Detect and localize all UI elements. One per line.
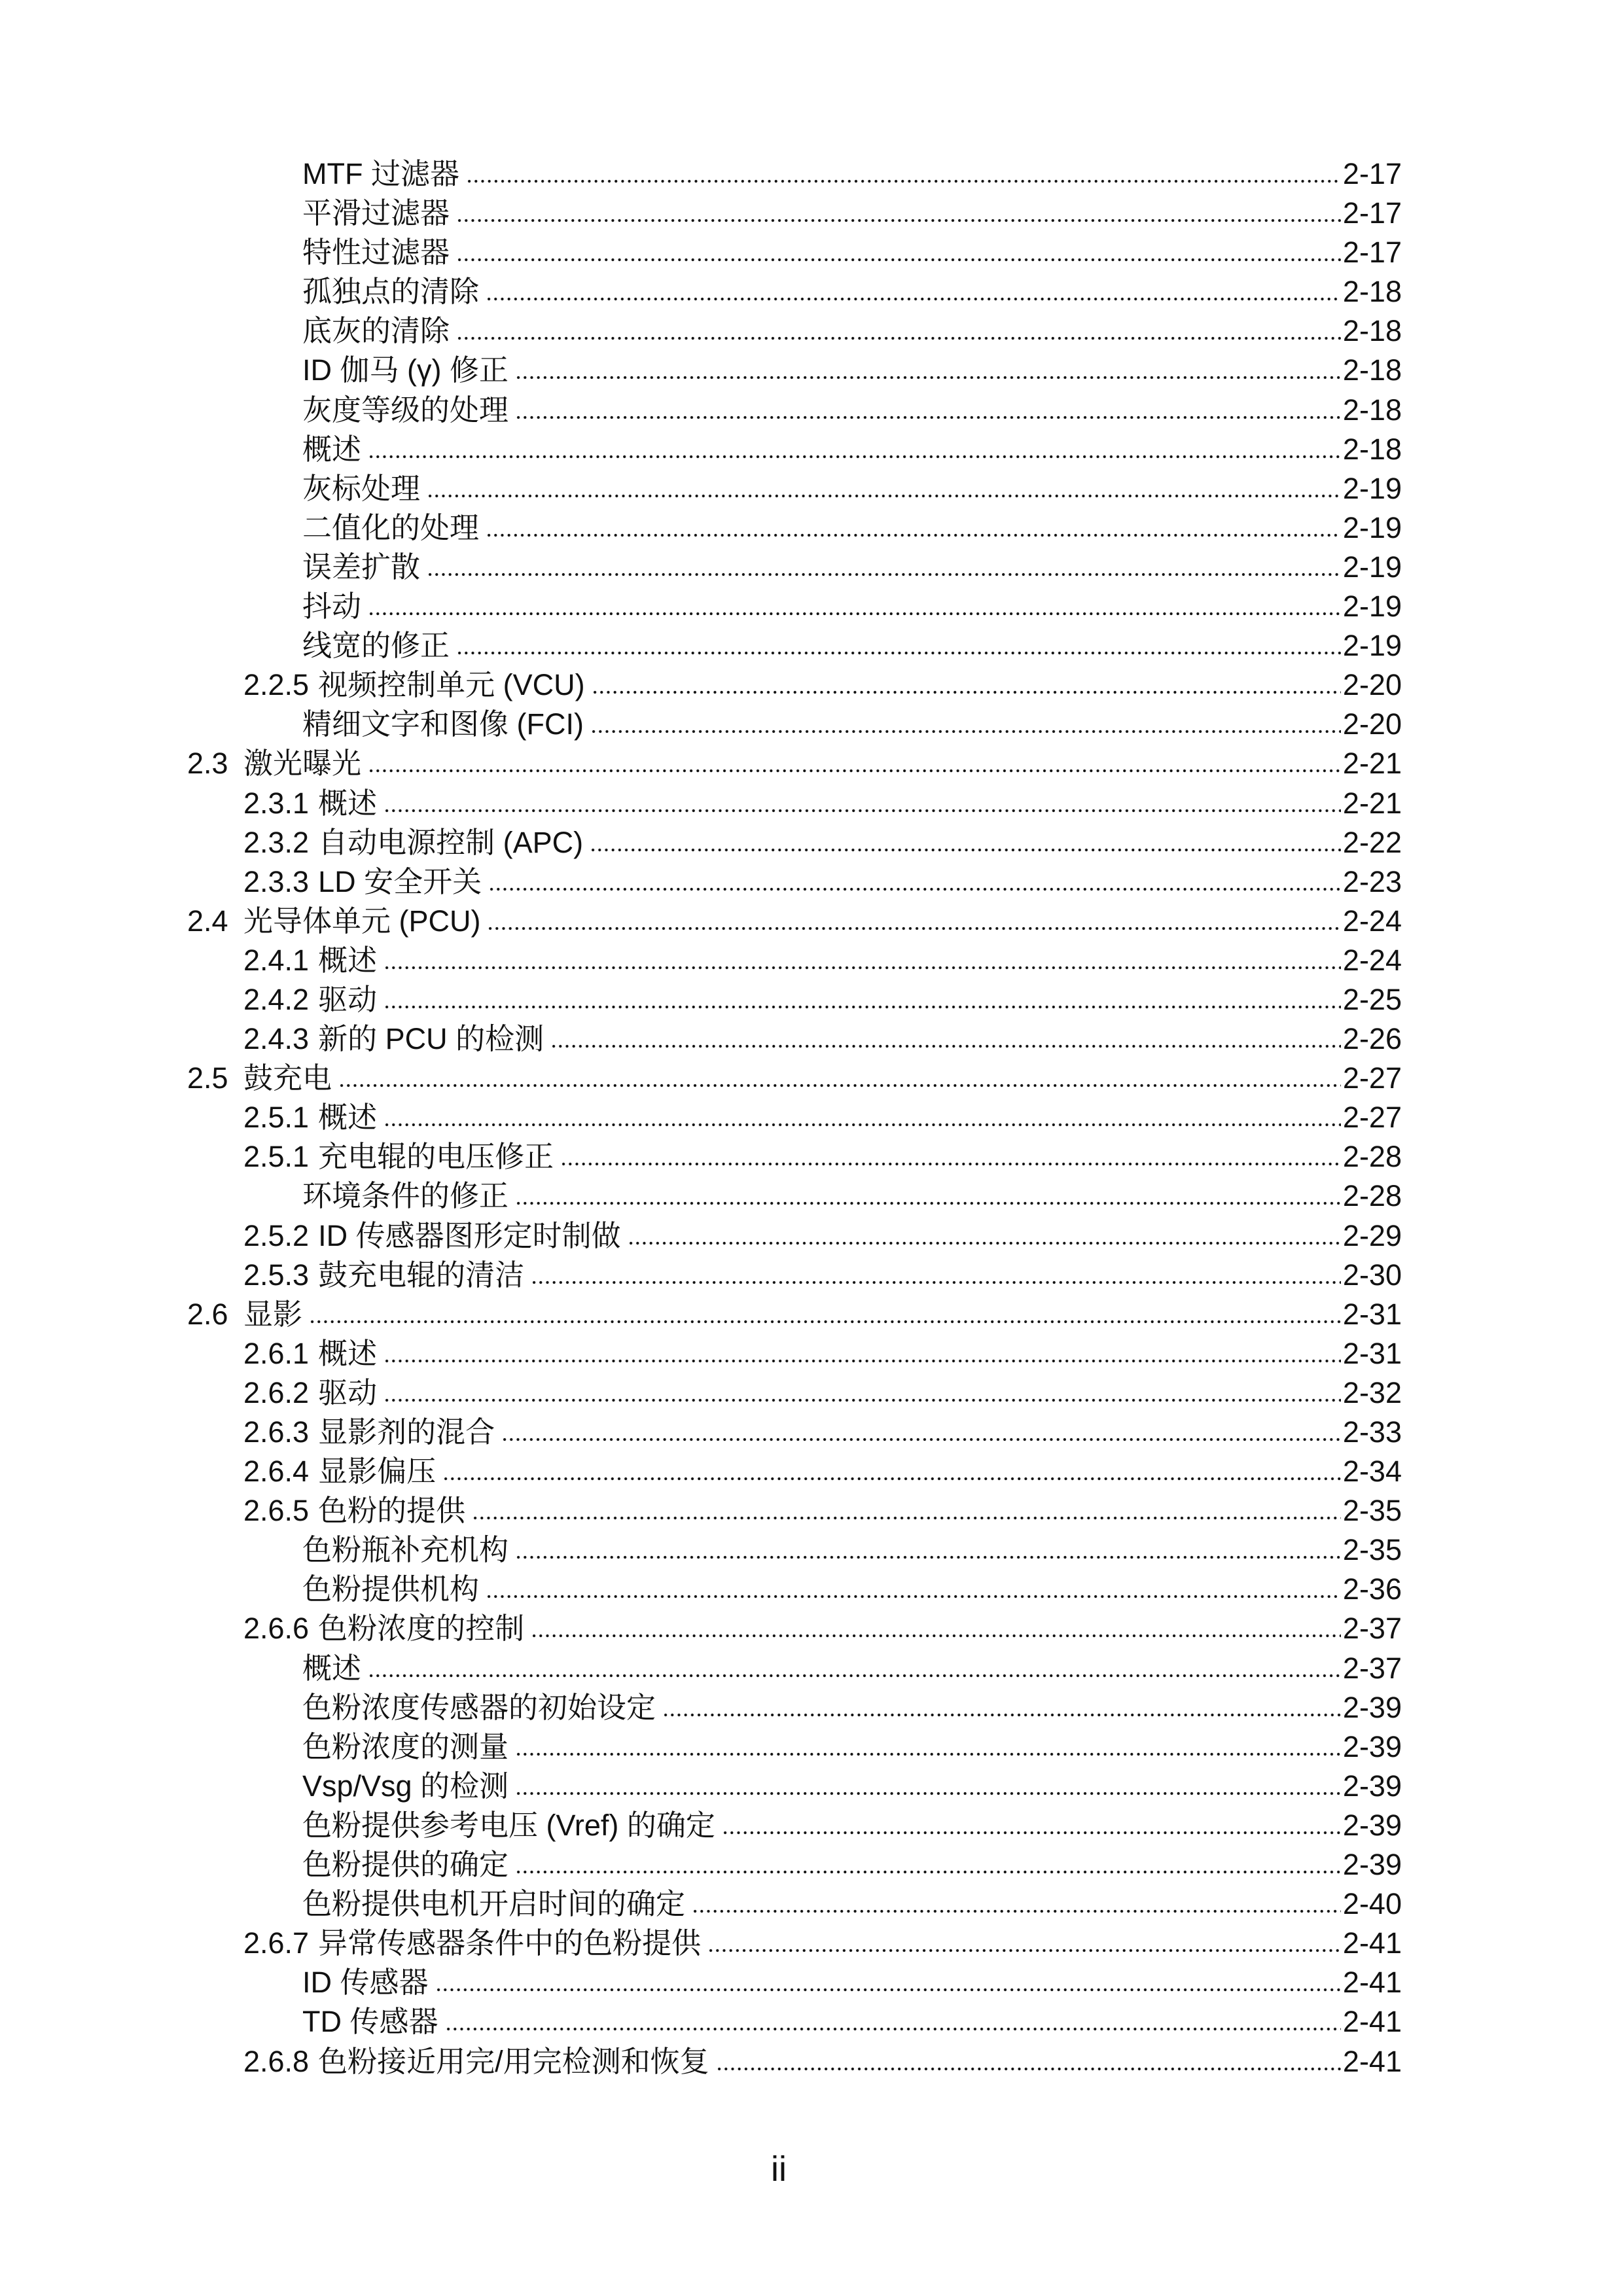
toc-entry (0, 1256, 1402, 1295)
dot-leader (486, 296, 1341, 302)
toc-entry (0, 548, 1402, 587)
dot-leader (456, 336, 1341, 341)
toc-entry (0, 862, 1402, 902)
page-reference: 2-31 (1342, 1297, 1402, 1331)
section-title: 色粉提供参考电压 (Vref) 的确定 (302, 1808, 715, 1842)
section-title: 鼓充电辊的清洁 (318, 1258, 525, 1292)
section-title: 色粉提供机构 (302, 1572, 480, 1606)
section-number: 2.5.1 (243, 1140, 310, 1174)
toc-entry (0, 1452, 1402, 1491)
section-title: 概述 (318, 1336, 378, 1370)
dot-leader (488, 887, 1341, 892)
dot-leader (486, 533, 1341, 538)
toc-entry (0, 1334, 1402, 1373)
section-number: 2.6.5 (243, 1494, 310, 1528)
dot-leader (560, 1161, 1341, 1167)
dot-leader (716, 2066, 1341, 2072)
section-title: 底灰的清除 (302, 314, 450, 348)
section-title: 特性过滤器 (302, 236, 450, 270)
dot-leader (487, 926, 1340, 931)
section-number: 2.4.2 (243, 982, 310, 1016)
dot-leader (456, 257, 1341, 262)
page-reference: 2-18 (1342, 275, 1402, 309)
page-reference: 2-33 (1342, 1415, 1402, 1449)
section-title: 色粉接近用完/用完检测和恢复 (318, 2044, 709, 2078)
section-title: 显影剂的混合 (318, 1415, 495, 1449)
section-number: 2.4.1 (243, 943, 310, 977)
toc-entry (0, 980, 1402, 1019)
toc-entry (0, 1216, 1402, 1256)
toc-entry (0, 1884, 1402, 1924)
toc-entry (0, 1413, 1402, 1452)
page-reference: 2-31 (1342, 1336, 1402, 1370)
section-title: 二值化的处理 (302, 510, 480, 544)
section-title: 色粉的提供 (318, 1494, 466, 1528)
page-reference: 2-18 (1342, 314, 1402, 348)
page-reference: 2-19 (1342, 629, 1402, 663)
section-number: 2.4 (187, 904, 228, 938)
section-title: LD 安全开关 (318, 864, 482, 898)
dot-leader (515, 1869, 1341, 1875)
toc-entry (0, 233, 1402, 272)
section-number: 2.6.2 (243, 1375, 310, 1409)
dot-leader (590, 729, 1341, 734)
section-title: 色粉瓶补充机构 (302, 1533, 509, 1567)
dot-leader (515, 1555, 1341, 1560)
page-reference: 2-19 (1342, 590, 1402, 624)
toc-entry (0, 1019, 1402, 1059)
page-reference: 2-41 (1342, 1926, 1402, 1960)
page-reference: 2-39 (1342, 1769, 1402, 1803)
section-title: 充电辊的电压修正 (318, 1140, 554, 1174)
dot-leader (628, 1241, 1341, 1246)
toc-entry (0, 508, 1402, 548)
section-title: 精细文字和图像 (FCI) (302, 707, 584, 741)
section-number: 2.6.1 (243, 1336, 310, 1370)
section-number: 2.2.5 (243, 668, 310, 702)
page-reference: 2-17 (1342, 236, 1402, 270)
section-title: 鼓充电 (243, 1061, 332, 1095)
toc-entry (0, 1767, 1402, 1806)
section-title: 概述 (318, 943, 378, 977)
page-reference: 2-27 (1342, 1061, 1402, 1095)
section-number: 2.6.4 (243, 1455, 310, 1489)
toc-entry (0, 430, 1402, 469)
toc-entry (0, 2042, 1402, 2081)
page-reference: 2-18 (1342, 393, 1402, 427)
dot-leader (427, 572, 1341, 577)
page-reference: 2-32 (1342, 1375, 1402, 1409)
dot-leader (531, 1280, 1341, 1285)
page-reference: 2-28 (1342, 1179, 1402, 1213)
dot-leader (515, 1791, 1341, 1796)
dot-leader (590, 847, 1341, 853)
toc-entry (0, 1649, 1402, 1688)
page-reference: 2-37 (1342, 1612, 1402, 1646)
section-title: 自动电源控制 (APC) (318, 825, 584, 859)
page-reference: 2-41 (1342, 1966, 1402, 2000)
dot-leader (435, 1987, 1341, 1992)
dot-leader (368, 611, 1341, 616)
dot-leader (486, 1594, 1341, 1599)
page-reference: 2-20 (1342, 707, 1402, 741)
section-title: 驱动 (318, 982, 378, 1016)
section-number: 2.6.3 (243, 1415, 310, 1449)
section-number: 2.5.1 (243, 1101, 310, 1135)
page-reference: 2-36 (1342, 1572, 1402, 1606)
section-title: 平滑过滤器 (302, 196, 450, 230)
dot-leader (592, 690, 1341, 695)
section-number: 2.4.3 (243, 1022, 310, 1056)
section-title: 色粉提供的确定 (302, 1848, 509, 1882)
section-title: TD 传感器 (302, 2005, 438, 2039)
section-title: 色粉浓度的控制 (318, 1612, 525, 1646)
section-title: 灰度等级的处理 (302, 393, 509, 427)
dot-leader (338, 1083, 1341, 1088)
toc-entry (0, 391, 1402, 430)
section-title: 色粉浓度的测量 (302, 1729, 509, 1763)
page-reference: 2-37 (1342, 1651, 1402, 1685)
page-reference: 2-35 (1342, 1533, 1402, 1567)
page-reference: 2-39 (1342, 1729, 1402, 1763)
dot-leader (383, 965, 1341, 970)
section-title: 概述 (302, 432, 362, 466)
section-title: 驱动 (318, 1375, 378, 1409)
dot-leader (383, 1004, 1341, 1010)
page-reference: 2-17 (1342, 157, 1402, 190)
page-reference: 2-17 (1342, 196, 1402, 230)
toc-entry (0, 1530, 1402, 1570)
section-number: 2.5.3 (243, 1258, 310, 1292)
page-reference: 2-40 (1342, 1887, 1402, 1921)
dot-leader (515, 1201, 1341, 1206)
dot-leader (550, 1044, 1341, 1049)
dot-leader (501, 1437, 1341, 1442)
section-title: ID 伽马 (γ) 修正 (302, 353, 508, 387)
section-number: 2.5 (187, 1061, 228, 1095)
page-reference: 2-39 (1342, 1690, 1402, 1724)
toc-entry (0, 469, 1402, 508)
section-number: 2.3.2 (243, 825, 310, 859)
toc-entry (0, 744, 1402, 783)
section-title: 光导体单元 (PCU) (243, 904, 481, 938)
dot-leader (368, 1673, 1341, 1678)
toc-entry (0, 1059, 1402, 1098)
section-number: 2.3.3 (243, 864, 310, 898)
dot-leader (383, 1398, 1341, 1403)
section-title: 激光曝光 (243, 747, 362, 781)
page-reference: 2-27 (1342, 1101, 1402, 1135)
dot-leader (445, 2026, 1341, 2032)
dot-leader (662, 1712, 1341, 1718)
toc-entry (0, 1845, 1402, 1884)
page-reference: 2-25 (1342, 982, 1402, 1016)
toc-entry (0, 784, 1402, 823)
toc-entry (0, 626, 1402, 665)
toc-entry (0, 311, 1402, 351)
page-reference: 2-23 (1342, 864, 1402, 898)
page-number: ii (771, 2149, 787, 2189)
page-reference: 2-35 (1342, 1494, 1402, 1528)
page-reference: 2-41 (1342, 2005, 1402, 2039)
toc-entry (0, 1137, 1402, 1176)
page-reference: 2-22 (1342, 825, 1402, 859)
page-reference: 2-29 (1342, 1218, 1402, 1252)
page-reference: 2-19 (1342, 550, 1402, 584)
toc-entry (0, 1491, 1402, 1530)
toc-entry (0, 272, 1402, 311)
toc-entry (0, 1963, 1402, 2002)
section-number: 2.5.2 (243, 1218, 310, 1252)
page-reference: 2-41 (1342, 2044, 1402, 2078)
section-title: Vsp/Vsg 的检测 (302, 1769, 509, 1803)
section-title: 概述 (302, 1651, 362, 1685)
toc-entry (0, 351, 1402, 390)
dot-leader (515, 1752, 1341, 1757)
toc-entry (0, 705, 1402, 744)
section-title: 异常传感器条件中的色粉提供 (318, 1926, 702, 1960)
page-reference: 2-19 (1342, 471, 1402, 505)
toc-entry (0, 1609, 1402, 1648)
dot-leader (722, 1830, 1341, 1835)
section-number: 2.6 (187, 1297, 228, 1331)
toc-entry (0, 1570, 1402, 1609)
section-title: 灰标处理 (302, 471, 421, 505)
dot-leader (368, 454, 1341, 459)
page-reference: 2-20 (1342, 668, 1402, 702)
toc-entry (0, 1688, 1402, 1727)
section-title: 误差扩散 (302, 550, 421, 584)
section-number: 2.6.7 (243, 1926, 310, 1960)
dot-leader (456, 218, 1341, 223)
dot-leader (515, 415, 1341, 420)
dot-leader (427, 493, 1341, 499)
dot-leader (456, 650, 1341, 656)
dot-leader (531, 1633, 1341, 1638)
page-reference: 2-39 (1342, 1848, 1402, 1882)
section-title: 新的 PCU 的检测 (318, 1022, 544, 1056)
page-reference: 2-28 (1342, 1140, 1402, 1174)
page-reference: 2-30 (1342, 1258, 1402, 1292)
section-title: 环境条件的修正 (302, 1179, 509, 1213)
section-number: 2.3.1 (243, 786, 310, 820)
section-title: 视频控制单元 (VCU) (318, 668, 585, 702)
dot-leader (692, 1909, 1341, 1914)
page-reference: 2-34 (1342, 1455, 1402, 1489)
toc-entry (0, 1806, 1402, 1845)
section-title: 显影 (243, 1297, 303, 1331)
section-title: 孤独点的清除 (302, 275, 480, 309)
toc-entry (0, 587, 1402, 626)
dot-leader (515, 375, 1341, 380)
toc-entry (0, 902, 1402, 941)
toc-entry (0, 154, 1402, 194)
dot-leader (309, 1319, 1341, 1324)
toc-entry (0, 1295, 1402, 1334)
page-reference: 2-18 (1342, 353, 1402, 387)
section-title: 色粉浓度传感器的初始设定 (302, 1690, 656, 1724)
page-reference: 2-24 (1342, 904, 1402, 938)
toc-entry (0, 1098, 1402, 1137)
toc-entry (0, 1924, 1402, 1963)
page-reference: 2-21 (1342, 786, 1402, 820)
section-title: 显影偏压 (318, 1455, 437, 1489)
section-number: 2.6.6 (243, 1612, 310, 1646)
dot-leader (383, 808, 1341, 813)
section-title: MTF 过滤器 (302, 157, 459, 190)
toc-entry (0, 823, 1402, 862)
dot-leader (707, 1948, 1341, 1953)
section-title: 色粉提供电机开启时间的确定 (302, 1887, 686, 1921)
dot-leader (368, 768, 1341, 773)
page-reference: 2-39 (1342, 1808, 1402, 1842)
toc-entry (0, 2002, 1402, 2041)
toc-entry (0, 1727, 1402, 1767)
page-reference: 2-19 (1342, 510, 1402, 544)
toc-entry (0, 1176, 1402, 1216)
section-title: ID 传感器 (302, 1966, 429, 2000)
dot-leader (383, 1122, 1341, 1127)
dot-leader (472, 1515, 1341, 1521)
page-reference: 2-21 (1342, 747, 1402, 781)
toc-entry (0, 665, 1402, 705)
toc-entry (0, 194, 1402, 233)
toc-entry (0, 1373, 1402, 1413)
section-title: 概述 (318, 1101, 378, 1135)
section-title: ID 传感器图形定时制做 (318, 1218, 621, 1252)
dot-leader (442, 1476, 1341, 1481)
page-reference: 2-26 (1342, 1022, 1402, 1056)
section-title: 抖动 (302, 590, 362, 624)
page-reference: 2-18 (1342, 432, 1402, 466)
section-title: 线宽的修正 (302, 629, 450, 663)
section-title: 概述 (318, 786, 378, 820)
dot-leader (383, 1358, 1341, 1364)
page-reference: 2-24 (1342, 943, 1402, 977)
table-of-contents (0, 154, 1402, 2081)
dot-leader (466, 179, 1341, 184)
section-number: 2.6.8 (243, 2044, 310, 2078)
toc-entry (0, 941, 1402, 980)
section-number: 2.3 (187, 747, 228, 781)
